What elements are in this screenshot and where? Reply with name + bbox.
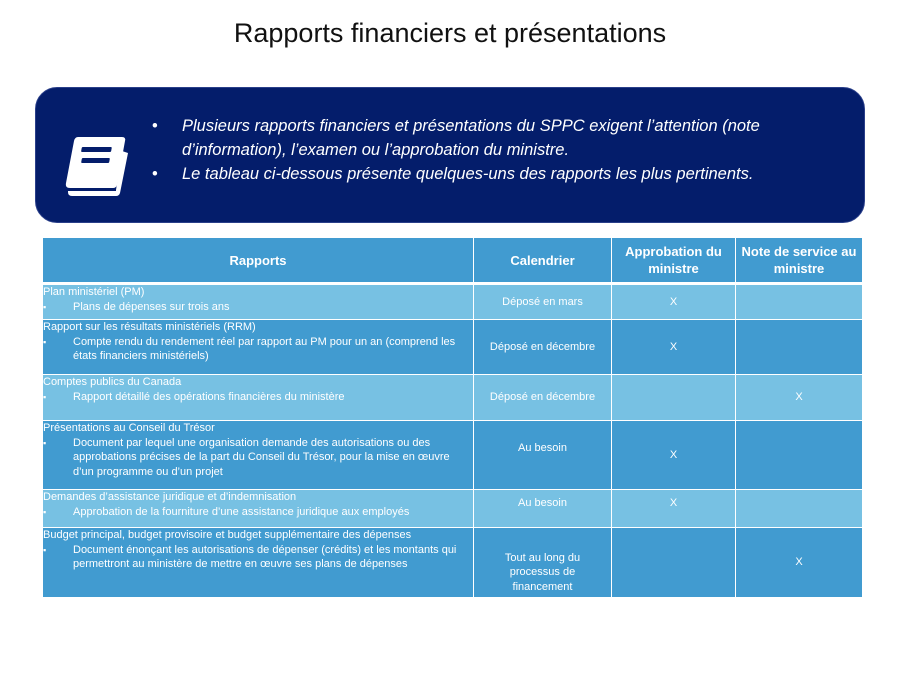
header-note-service: Note de service au ministre <box>736 238 863 284</box>
banner-bullets <box>150 114 850 186</box>
report-title: Demandes d’assistance juridique et d’indemnisation <box>43 491 297 503</box>
report-cell <box>43 490 474 528</box>
banner-bullet: • Le tableau ci-dessous présente quelques-uns des rapports les plus pertinents. <box>150 162 850 186</box>
approval-cell <box>612 528 736 598</box>
header-rapports: Rapports <box>43 238 474 284</box>
report-description: ▪ Document par lequel une organisation demande des autorisations ou des approbations précises de la part du Conseil du Trésor, pour la mise en œuvre d’un programme ou d’un projet <box>43 436 473 480</box>
calendar-cell: Au besoin <box>474 421 612 490</box>
report-title: Budget principal, budget provisoire et budget supplémentaire des dépenses <box>43 529 412 541</box>
table-row <box>43 421 863 490</box>
report-description: ▪ Plans de dépenses sur trois ans <box>43 300 473 315</box>
table-row <box>43 490 863 528</box>
memo-cell <box>736 490 863 528</box>
memo-cell: X <box>736 528 863 598</box>
header-approbation: Approbation du ministre <box>612 238 736 284</box>
report-title: Comptes publics du Canada <box>43 376 182 388</box>
report-cell <box>43 375 474 421</box>
calendar-cell: Déposé en décembre <box>474 375 612 421</box>
page-title: Rapports financiers et présentations <box>233 18 667 48</box>
approval-cell: X <box>612 421 736 490</box>
banner-bullet: • Plusieurs rapports financiers et présentations du SPPC exigent l’attention (note d’information), l’examen ou l’approbation du ministre. <box>150 114 850 162</box>
memo-cell <box>736 320 863 375</box>
report-title: Rapport sur les résultats ministériels (RRM) <box>43 321 256 333</box>
memo-cell <box>736 284 863 320</box>
table-row <box>43 528 863 598</box>
approval-cell: X <box>612 284 736 320</box>
report-title: Plan ministériel (PM) <box>43 286 145 298</box>
calendar-cell: Déposé en mars <box>474 284 612 320</box>
approval-cell: X <box>612 490 736 528</box>
reports-table <box>42 237 863 598</box>
report-cell <box>43 320 474 375</box>
table-header-row <box>43 238 863 284</box>
calendar-cell: Au besoin <box>474 490 612 528</box>
report-cell <box>43 421 474 490</box>
approval-cell: X <box>612 320 736 375</box>
calendar-cell: Tout au long du processus de financement <box>474 528 612 598</box>
approval-cell <box>612 375 736 421</box>
header-calendrier: Calendrier <box>474 238 612 284</box>
table-row <box>43 375 863 421</box>
table-row <box>43 284 863 320</box>
report-cell <box>43 284 474 320</box>
report-description: ▪ Compte rendu du rendement réel par rapport au PM pour un an (comprend les états financiers ministériels) <box>43 335 473 364</box>
report-cell <box>43 528 474 598</box>
report-description: ▪ Rapport détaillé des opérations financières du ministère <box>43 390 473 405</box>
report-title: Présentations au Conseil du Trésor <box>43 422 215 434</box>
calendar-cell: Déposé en décembre <box>474 320 612 375</box>
memo-cell: X <box>736 375 863 421</box>
table-row <box>43 320 863 375</box>
memo-cell <box>736 421 863 490</box>
report-description: ▪ Document énonçant les autorisations de dépenser (crédits) et les montants qui permettront au ministère de mettre en œuvre ses plans de dépenses <box>43 543 473 572</box>
report-description: ▪ Approbation de la fourniture d’une assistance juridique aux employés <box>43 505 473 520</box>
book-icon <box>62 135 130 197</box>
